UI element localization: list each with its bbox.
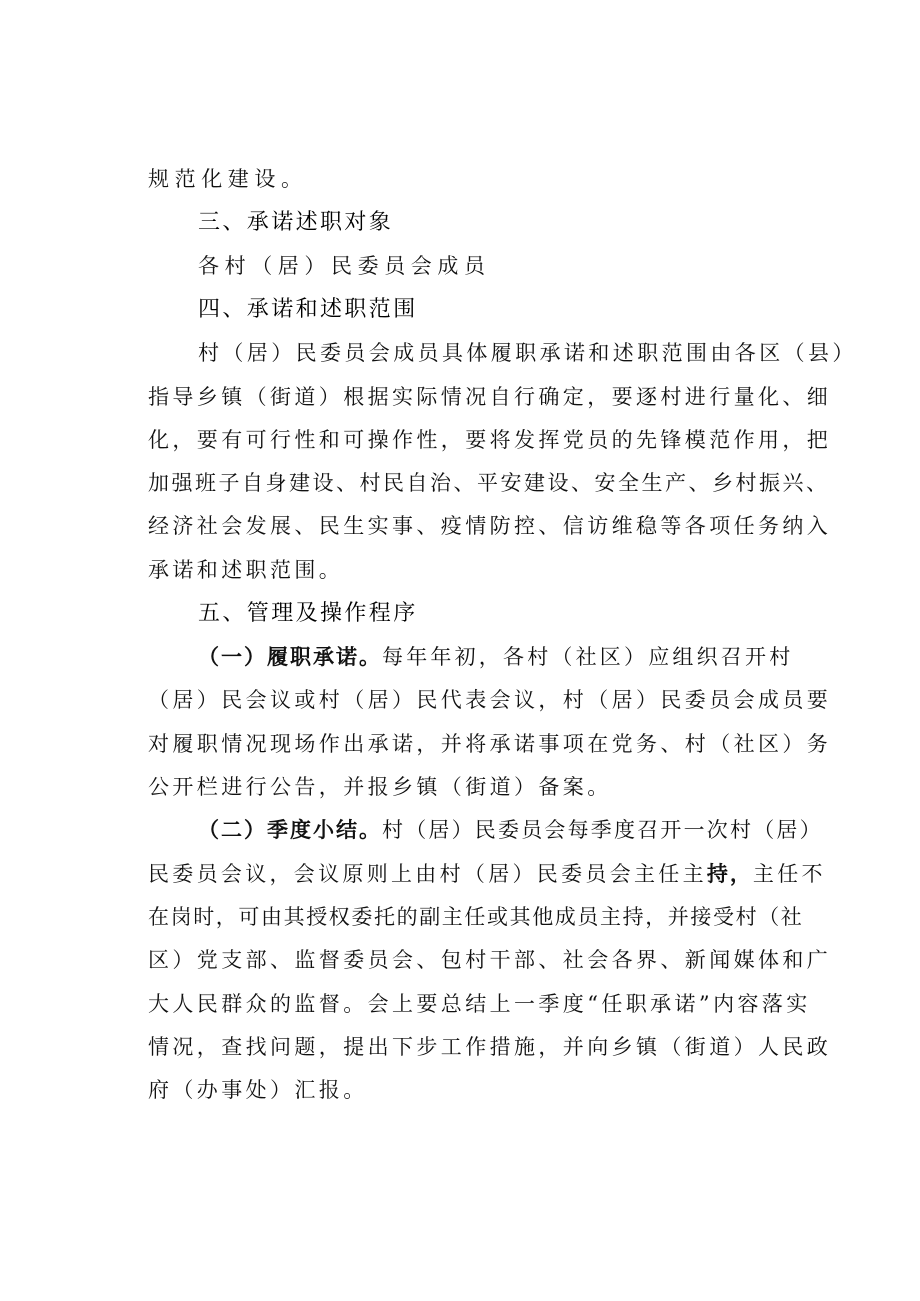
- paragraph-line: 情况，查找问题，提出下步工作措施，并向乡镇（街道）人民政: [148, 1035, 832, 1059]
- subsection-text: 每年年初，各村（社区）应组织召开村: [382, 645, 794, 669]
- paragraph-line: 承诺和述职范围。: [148, 558, 344, 582]
- paragraph-line: 各村（居）民委员会成员: [198, 254, 491, 278]
- text-run: 主任不: [752, 862, 826, 886]
- paragraph-line: 在岗时，可由其授权委托的副主任或其他成员主持，并接受村（社: [148, 905, 804, 929]
- section-heading-4: 四、承诺和述职范围: [198, 297, 418, 322]
- paragraph-line: 区）党支部、监督委员会、包村干部、社会各界、新闻媒体和广: [148, 948, 832, 972]
- paragraph-line: 规范化建设。: [148, 167, 308, 191]
- paragraph-line: 指导乡镇（街道）根据实际情况自行确定，要逐村进行量化、细: [148, 385, 832, 409]
- text-run: 民委员会议，会议原则上由村（居）民委员会主任主: [148, 862, 707, 886]
- section-heading-5: 五、管理及操作程序: [198, 601, 418, 626]
- paragraph-line: （居）民会议或村（居）民代表会议，村（居）民委员会成员要: [148, 688, 832, 712]
- paragraph-line: 加强班子自身建设、村民自治、平安建设、安全生产、乡村振兴、: [148, 471, 830, 495]
- subsection-text: 村（居）民委员会每季度召开一次村（居）: [382, 818, 823, 842]
- paragraph-line: 公开栏进行公告，并报乡镇（街道）备案。: [148, 775, 612, 799]
- paragraph-line: [198, 643, 793, 671]
- paragraph-line: 经济社会发展、民生实事、疫情防控、信访维稳等各项任务纳入: [148, 514, 832, 538]
- subsection-label-1: （一）履职承诺。: [198, 645, 382, 669]
- paragraph-line: [198, 816, 823, 844]
- section-heading-3: 三、承诺述职对象: [198, 210, 394, 235]
- paragraph-line: 府（办事处）汇报。: [148, 1078, 368, 1102]
- paragraph-line: 村（居）民委员会成员具体履职承诺和述职范围由各区（县）: [198, 341, 857, 365]
- paragraph-line: [148, 860, 826, 888]
- paragraph-line: 对履职情况现场作出承诺，并将承诺事项在党务、村（社区）务: [148, 732, 832, 756]
- bold-text-run: 持，: [706, 862, 753, 886]
- subsection-label-2: （二）季度小结。: [198, 818, 382, 842]
- paragraph-line: 化，要有可行性和可操作性，要将发挥党员的先锋模范作用，把: [148, 428, 832, 452]
- paragraph-line: 大人民群众的监督。会上要总结上一季度“任职承诺”内容落实: [148, 992, 811, 1016]
